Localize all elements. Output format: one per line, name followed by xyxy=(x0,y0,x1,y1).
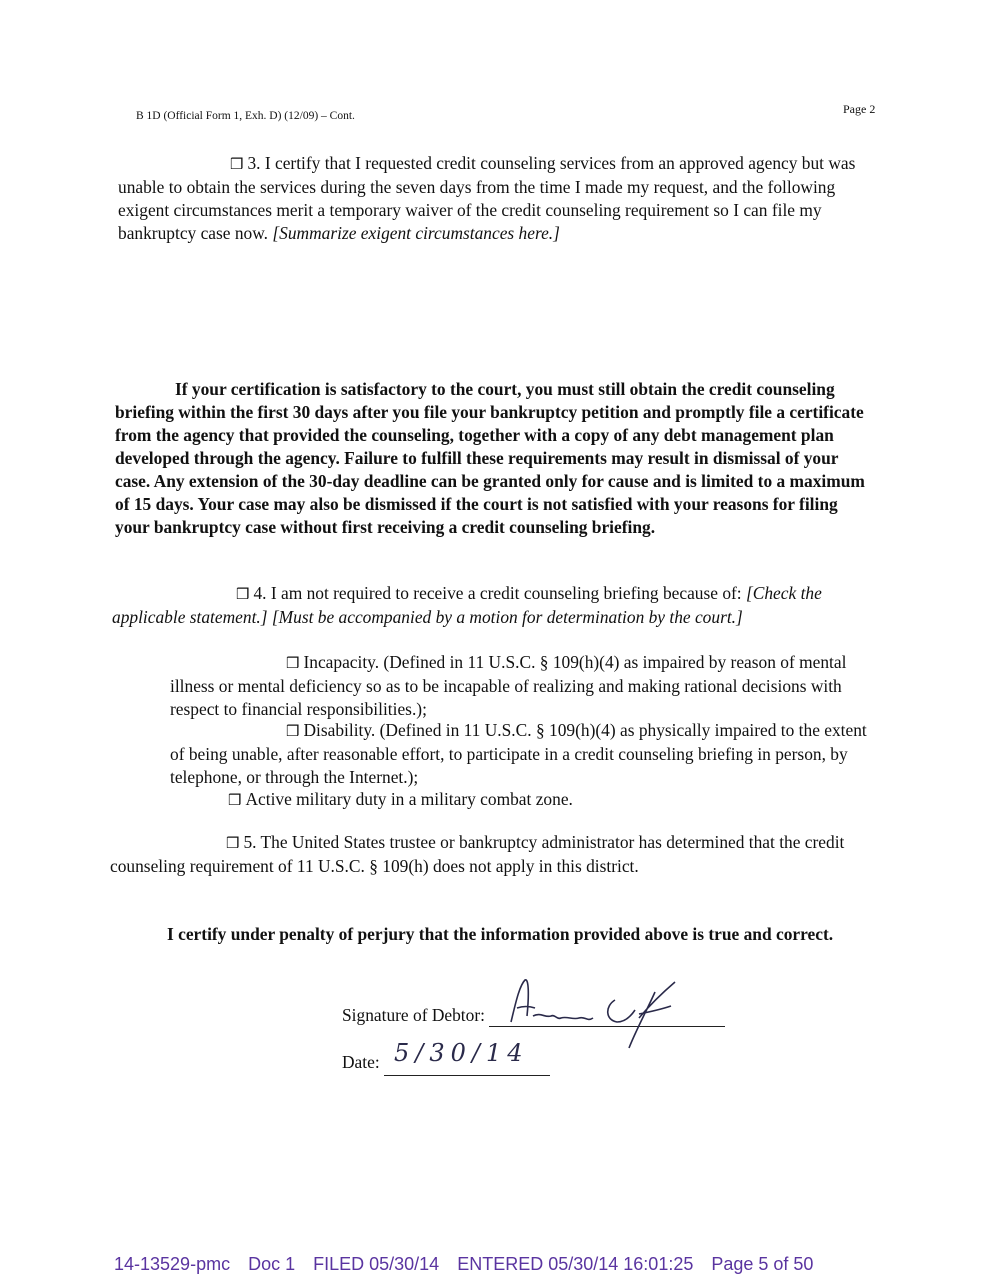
item-4-instruction: [Check the applicable statement.] [Must be accompanied by a motion for determination by the court.] xyxy=(112,583,822,627)
checkbox-item-4[interactable]: ❒ xyxy=(236,585,250,603)
footer-filed: FILED 05/30/14 xyxy=(313,1254,440,1274)
option-military-text: Active military duty in a military combat zone. xyxy=(245,789,573,809)
item-5 xyxy=(110,831,875,878)
footer-doc: Doc 1 xyxy=(248,1254,296,1274)
option-incapacity-text: Incapacity. (Defined in 11 U.S.C. § 109(h)(4) as impaired by reason of mental illness or mental deficiency so as to be incapable of realizing and making rational decisions with respect to financial responsibilities.); xyxy=(170,652,847,719)
checkbox-incapacity[interactable]: ❒ xyxy=(286,654,300,672)
signature-row xyxy=(342,1000,762,1027)
item-3 xyxy=(118,152,880,245)
option-military xyxy=(228,788,828,812)
form-identifier: B 1D (Official Form 1, Exh. D) (12/09) – Cont. xyxy=(136,110,355,122)
date-line[interactable] xyxy=(384,1039,550,1074)
page-number: Page 2 xyxy=(843,102,876,116)
date-label: Date: xyxy=(342,1052,380,1072)
footer-case-number: 14-13529-pmc xyxy=(114,1254,231,1274)
checkbox-disability[interactable]: ❒ xyxy=(286,722,300,740)
item-4-text: 4. I am not required to receive a credit counseling briefing because of: xyxy=(253,583,742,603)
checkbox-item-3[interactable]: ❒ xyxy=(230,155,244,173)
footer-page: Page 5 of 50 xyxy=(711,1254,814,1274)
item-5-text: 5. The United States trustee or bankruptcy administrator has determined that the credit counseling requirement of 11 U.S.C. § 109(h) does not apply in this district. xyxy=(110,832,845,876)
footer-entered: ENTERED 05/30/14 16:01:25 xyxy=(457,1254,694,1274)
item-3-text: 3. I certify that I requested credit counseling services from an approved agency but was unable to obtain the services during the seven days from the time I made my request, and the following exigent circumstances merit a temporary waiver of the credit counseling requirement so I can file my bankruptcy case now. xyxy=(118,153,856,243)
option-disability xyxy=(170,719,870,789)
counseling-warning: If your certification is satisfactory to the court, you must still obtain the credit counseling briefing within the first 30 days after you file your bankruptcy petition and promptly file a certificate from the agency that provided the counseling, together with a copy of any debt management plan developed through the agency. Failure to fulfill these requirements may result in dismissal of your case. Any extension of the 30-day deadline can be granted only for cause and is limited to a maximum of 15 days. Your case may also be dismissed if the court is not satisfied with your reasons for filing your bankruptcy case without first receiving a credit counseling briefing. xyxy=(115,379,865,537)
option-incapacity xyxy=(170,651,880,721)
item-4 xyxy=(112,582,872,629)
date-value: 5/30/14 xyxy=(394,1039,529,1067)
date-underline xyxy=(384,1075,550,1076)
court-filing-stamp xyxy=(114,1254,831,1275)
option-disability-text: Disability. (Defined in 11 U.S.C. § 109(h)(4) as physically impaired to the extent of being unable, after reasonable effort, to participate in a credit counseling briefing in person, by telephone, or through the Internet.); xyxy=(170,720,867,787)
perjury-certification: I certify under penalty of perjury that the information provided above is true and correct. xyxy=(167,924,834,944)
checkbox-item-5[interactable]: ❒ xyxy=(226,834,240,852)
checkbox-military[interactable]: ❒ xyxy=(228,791,242,809)
date-row xyxy=(342,1039,602,1074)
item-3-instruction: [Summarize exigent circumstances here.] xyxy=(272,223,560,243)
signature-label: Signature of Debtor: xyxy=(342,1005,485,1025)
signature-line[interactable] xyxy=(489,1000,725,1027)
